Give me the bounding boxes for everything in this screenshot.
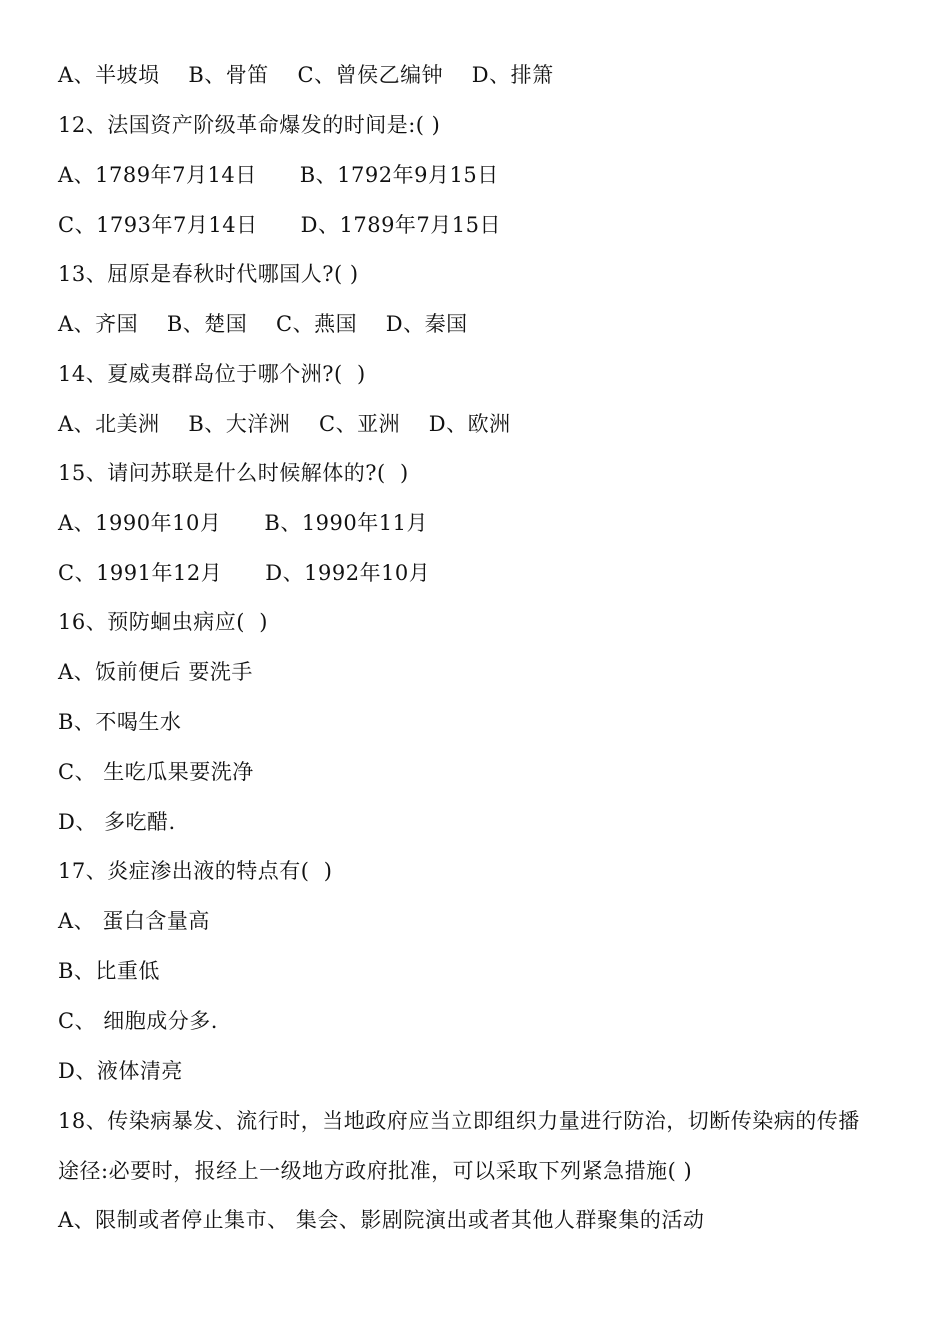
q15-options-ab: A、1990年10月 B、1990年11月 (58, 511, 428, 535)
q16-question: 16、预防蛔虫病应( ) (58, 610, 268, 634)
q14-question: 14、夏威夷群岛位于哪个洲?( ) (58, 362, 366, 386)
q13-question: 13、屈原是春秋时代哪国人?( ) (58, 262, 359, 286)
q16-option-a: A、饭前便后 要洗手 (58, 660, 253, 684)
q12-question: 12、法国资产阶级革命爆发的时间是:( ) (58, 113, 441, 137)
q18-question-line2: 途径:必要时，报经上一级地方政府批准，可以采取下列紧急措施( ) (58, 1159, 693, 1183)
q18-question-line1: 18、传染病暴发、流行时，当地政府应当立即组织力量进行防治，切断传染病的传播 (58, 1109, 860, 1133)
q12-options-cd: C、1793年7月14日 D、1789年7月15日 (58, 213, 502, 237)
q11-options: A、半坡埙 B、骨笛 C、曾侯乙编钟 D、排箫 (58, 63, 554, 87)
q16-option-c: C、 生吃瓜果要洗净 (58, 760, 254, 784)
q12-options-ab: A、1789年7月14日 B、1792年9月15日 (58, 163, 499, 187)
q16-option-b: B、不喝生水 (58, 710, 182, 734)
q15-options-cd: C、1991年12月 D、1992年10月 (58, 561, 431, 585)
q13-options: A、齐国 B、楚国 C、燕国 D、秦国 (58, 312, 468, 336)
q18-option-a: A、限制或者停止集市、 集会、影剧院演出或者其他人群聚集的活动 (58, 1208, 705, 1232)
q15-question: 15、请问苏联是什么时候解体的?( ) (58, 461, 409, 485)
q16-option-d: D、 多吃醋. (58, 810, 176, 834)
q14-options: A、北美洲 B、大洋洲 C、亚洲 D、欧洲 (58, 412, 511, 436)
q17-option-c: C、 细胞成分多. (58, 1009, 218, 1033)
q17-option-b: B、比重低 (58, 959, 160, 983)
q17-question: 17、炎症渗出液的特点有( ) (58, 859, 333, 883)
q17-option-d: D、液体清亮 (58, 1059, 183, 1083)
q17-option-a: A、 蛋白含量高 (58, 909, 210, 933)
